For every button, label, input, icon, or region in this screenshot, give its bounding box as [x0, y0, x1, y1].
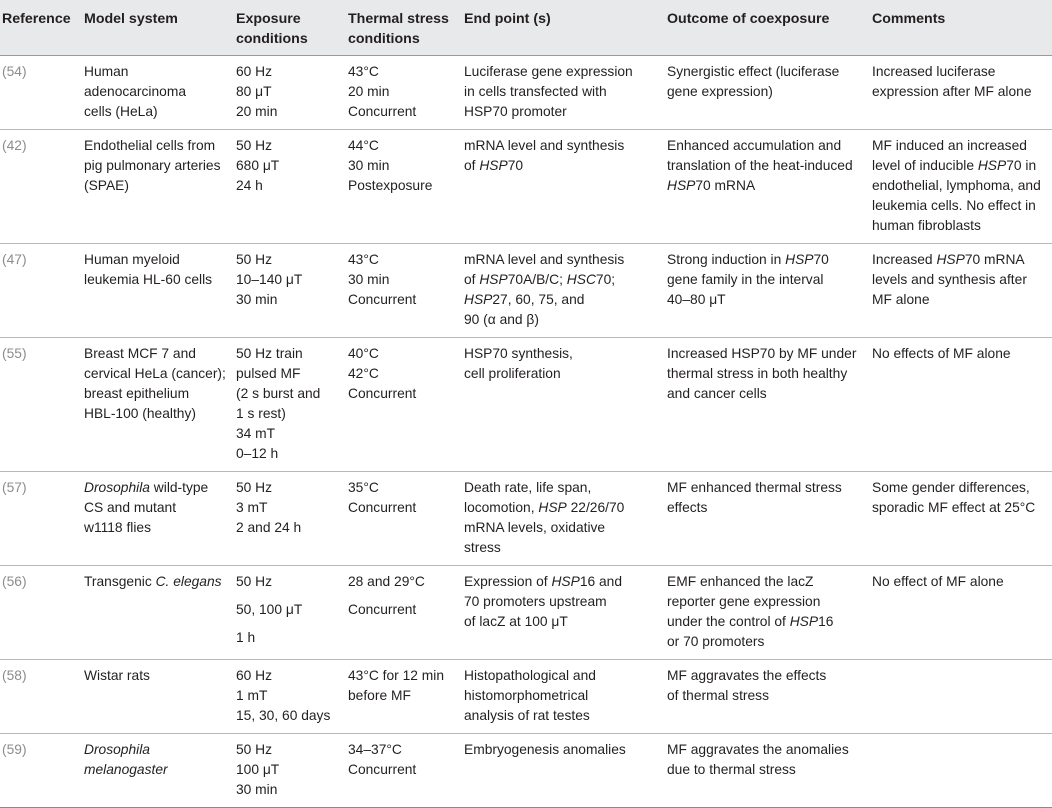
- header-reference: Reference: [0, 0, 84, 56]
- thermal-cell: 28 and 29°C Concurrent: [348, 566, 464, 660]
- thermal-cell: 34–37°C Concurrent: [348, 734, 464, 808]
- comments-cell: Some gender differences, sporadic MF effect at 25°C: [872, 472, 1052, 566]
- header-comments: Comments: [872, 0, 1052, 56]
- end-points-cell: Death rate, life span, locomotion, HSP 22/26/70 mRNA levels, oxidative stress: [464, 472, 667, 566]
- end-points-cell: mRNA level and synthesis of HSP70A/B/C; HSC70; HSP27, 60, 75, and 90 (α and β): [464, 244, 667, 338]
- comments-cell: Increased luciferase expression after MF alone: [872, 56, 1052, 130]
- comments-cell: No effects of MF alone: [872, 338, 1052, 472]
- model-system-cell: Drosophila wild-type CS and mutant w1118 flies: [84, 472, 236, 566]
- end-points-cell: HSP70 synthesis, cell proliferation: [464, 338, 667, 472]
- outcome-cell: MF enhanced thermal stress effects: [667, 472, 872, 566]
- exposure-cell: 50 Hz 10–140 μT 30 min: [236, 244, 348, 338]
- reference-link[interactable]: (55): [2, 346, 27, 361]
- table-row: [0, 56, 1052, 130]
- table-row: [0, 734, 1052, 808]
- header-end-points: End point (s): [464, 0, 667, 56]
- model-system-cell: Wistar rats: [84, 660, 236, 734]
- reference-cell[interactable]: [0, 56, 84, 130]
- model-system-cell: Drosophila melanogaster: [84, 734, 236, 808]
- reference-link[interactable]: (42): [2, 138, 27, 153]
- reference-cell[interactable]: [0, 734, 84, 808]
- reference-link[interactable]: (58): [2, 668, 27, 683]
- model-system-cell: Breast MCF 7 and cervical HeLa (cancer); breast epithelium HBL-100 (healthy): [84, 338, 236, 472]
- reference-cell[interactable]: [0, 244, 84, 338]
- end-points-cell: Luciferase gene expression in cells transfected with HSP70 promoter: [464, 56, 667, 130]
- comments-cell: MF induced an increased level of inducible HSP70 in endothelial, lymphoma, and leukemia cells. No effect in human fibroblasts: [872, 130, 1052, 244]
- table-header: [0, 0, 1052, 56]
- reference-cell[interactable]: [0, 130, 84, 244]
- header-thermal-stress: Thermal stress conditions: [348, 0, 464, 56]
- reference-cell[interactable]: [0, 338, 84, 472]
- header-exposure-conditions: Exposure conditions: [236, 0, 348, 56]
- exposure-cell: 50 Hz 100 μT 30 min: [236, 734, 348, 808]
- model-system-cell: Human adenocarcinoma cells (HeLa): [84, 56, 236, 130]
- end-points-cell: Histopathological and histomorphometrical analysis of rat testes: [464, 660, 667, 734]
- outcome-cell: EMF enhanced the lacZ reporter gene expression under the control of HSP16 or 70 promoters: [667, 566, 872, 660]
- end-points-cell: Expression of HSP16 and 70 promoters upstream of lacZ at 100 μT: [464, 566, 667, 660]
- outcome-cell: MF aggravates the anomalies due to thermal stress: [667, 734, 872, 808]
- thermal-cell: 43°C 20 min Concurrent: [348, 56, 464, 130]
- reference-cell[interactable]: [0, 660, 84, 734]
- comments-cell: [872, 660, 1052, 734]
- reference-link[interactable]: (57): [2, 480, 27, 495]
- reference-cell[interactable]: [0, 566, 84, 660]
- exposure-cell: 50 Hz train pulsed MF (2 s burst and 1 s rest) 34 mT 0–12 h: [236, 338, 348, 472]
- outcome-cell: MF aggravates the effects of thermal stress: [667, 660, 872, 734]
- table-row: [0, 338, 1052, 472]
- thermal-cell: 35°C Concurrent: [348, 472, 464, 566]
- outcome-cell: Strong induction in HSP70 gene family in the interval 40–80 μT: [667, 244, 872, 338]
- exposure-cell: 50 Hz 3 mT 2 and 24 h: [236, 472, 348, 566]
- thermal-cell: 43°C for 12 min before MF: [348, 660, 464, 734]
- exposure-cell: 50 Hz 50, 100 μT 1 h: [236, 566, 348, 660]
- header-model-system: Model system: [84, 0, 236, 56]
- model-system-cell: Transgenic C. elegans: [84, 566, 236, 660]
- table-row: [0, 566, 1052, 660]
- header-row: [0, 0, 1052, 56]
- thermal-cell: 40°C 42°C Concurrent: [348, 338, 464, 472]
- table-row: [0, 130, 1052, 244]
- comments-cell: No effect of MF alone: [872, 566, 1052, 660]
- exposure-cell: 60 Hz 80 μT 20 min: [236, 56, 348, 130]
- header-outcome: Outcome of coexposure: [667, 0, 872, 56]
- exposure-cell: 60 Hz 1 mT 15, 30, 60 days: [236, 660, 348, 734]
- outcome-cell: Increased HSP70 by MF under thermal stress in both healthy and cancer cells: [667, 338, 872, 472]
- model-system-cell: Human myeloid leukemia HL-60 cells: [84, 244, 236, 338]
- table-row: [0, 660, 1052, 734]
- reference-link[interactable]: (59): [2, 742, 27, 757]
- reference-cell[interactable]: [0, 472, 84, 566]
- reference-link[interactable]: (47): [2, 252, 27, 267]
- comments-cell: Increased HSP70 mRNA levels and synthesis after MF alone: [872, 244, 1052, 338]
- thermal-cell: 43°C 30 min Concurrent: [348, 244, 464, 338]
- model-system-cell: Endothelial cells from pig pulmonary arteries (SPAE): [84, 130, 236, 244]
- end-points-cell: Embryogenesis anomalies: [464, 734, 667, 808]
- outcome-cell: Synergistic effect (luciferase gene expression): [667, 56, 872, 130]
- comments-cell: [872, 734, 1052, 808]
- table-row: [0, 472, 1052, 566]
- reference-link[interactable]: (56): [2, 574, 27, 589]
- end-points-cell: mRNA level and synthesis of HSP70: [464, 130, 667, 244]
- table-row: [0, 244, 1052, 338]
- exposure-cell: 50 Hz 680 μT 24 h: [236, 130, 348, 244]
- outcome-cell: Enhanced accumulation and translation of the heat-induced HSP70 mRNA: [667, 130, 872, 244]
- thermal-cell: 44°C 30 min Postexposure: [348, 130, 464, 244]
- reference-link[interactable]: (54): [2, 64, 27, 79]
